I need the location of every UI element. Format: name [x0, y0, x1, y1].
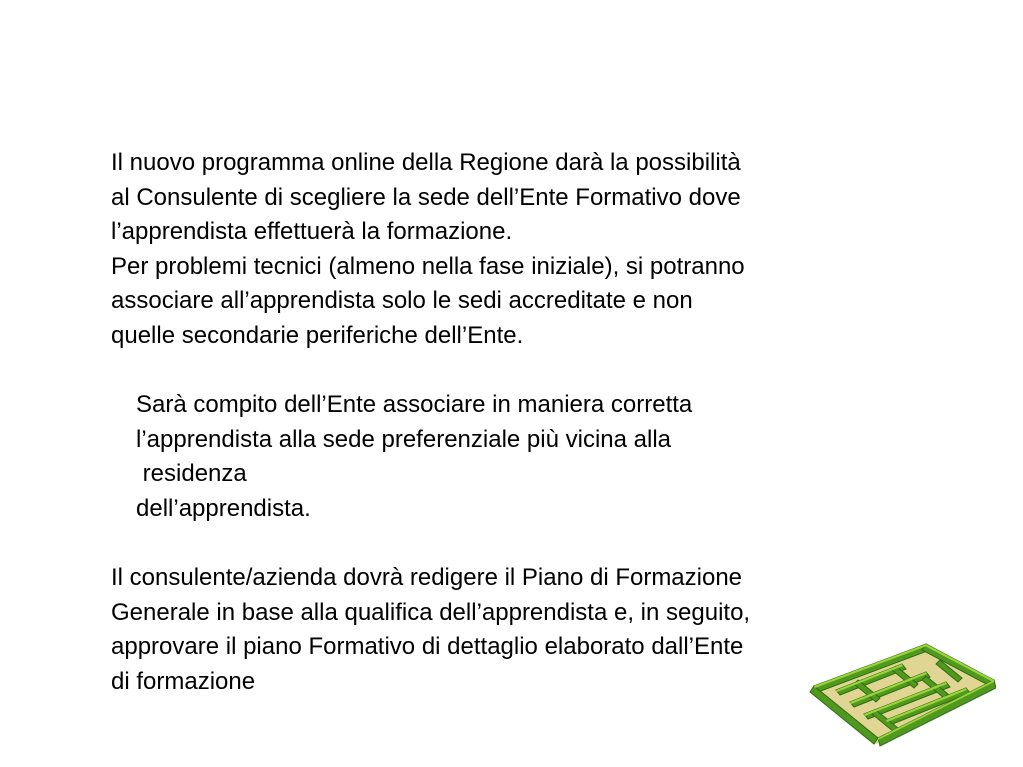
- paragraph-ente-task: [111, 388, 971, 526]
- text-line: Il nuovo programma online della Regione darà la possibilità: [111, 149, 741, 176]
- text-line: approvare il piano Formativo di dettaglio elaborato dall’Ente: [111, 633, 744, 661]
- paragraph-regional-program: [111, 146, 971, 354]
- maze-icon: [806, 640, 996, 750]
- text-line: l’apprendista effettuerà la formazione.: [111, 218, 513, 246]
- paragraph-spacer: [111, 527, 971, 562]
- text-line: di formazione: [111, 667, 256, 695]
- slide-body-text: [111, 146, 971, 700]
- text-line: Il consulente/azienda dovrà redigere il Piano di Formazione: [111, 564, 743, 592]
- maze-clipart-svg: [806, 640, 996, 750]
- text-line: l’apprendista alla sede preferenziale più vicina alla: [136, 425, 671, 453]
- text-line: dell’apprendista.: [136, 494, 311, 522]
- text-line: Generale in base alla qualifica dell’apprendista e, in seguito,: [111, 598, 751, 626]
- text-line: Per problemi tecnici (almeno nella fase iniziale), si potranno: [111, 252, 745, 280]
- text-line: Sarà compito dell’Ente associare in maniera corretta: [136, 391, 693, 419]
- text-line: quelle secondarie periferiche dell’Ente.: [111, 321, 524, 349]
- text-line: associare all’apprendista solo le sedi accreditate e non: [111, 287, 693, 315]
- text-line: residenza: [136, 460, 247, 488]
- paragraph-spacer: [111, 354, 971, 389]
- text-line: al Consulente di scegliere la sede dell’Ente Formativo dove: [111, 183, 741, 211]
